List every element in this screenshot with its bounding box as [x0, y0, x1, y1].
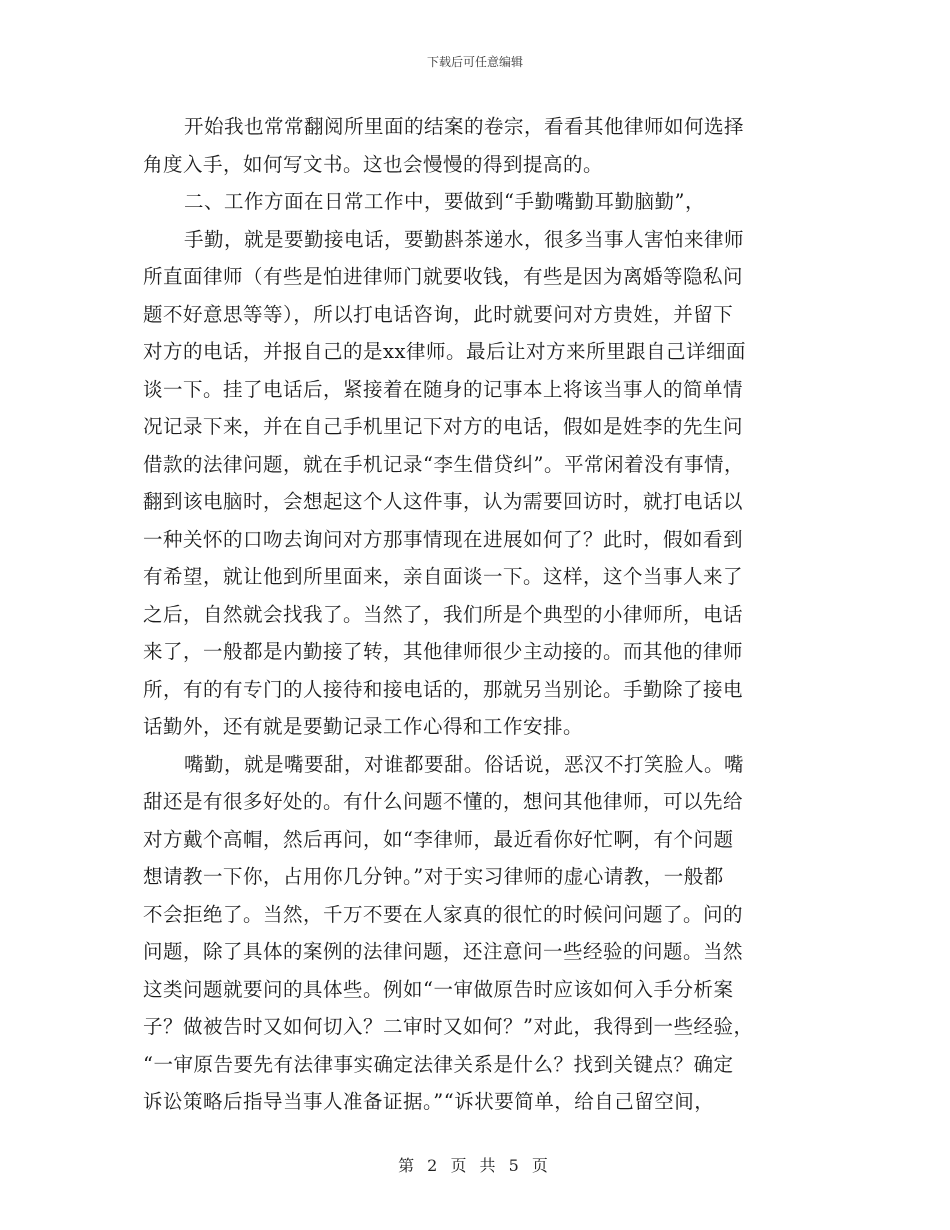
text-line: 诉讼策略后指导当事人准备证据。”“诉状要简单，给自己留空间， [143, 1090, 715, 1113]
text-line: 话勤外，还有就是要勤记录工作心得和工作安排。 [143, 715, 584, 738]
text-line: 对方的电话，并报自己的是xx律师。最后让对方来所里跟自己详细面 [143, 340, 746, 363]
text-line: 一种关怀的口吻去询问对方那事情现在进展如何了？此时，假如看到 [143, 527, 744, 551]
text-line: 来了，一般都是内勤接了转，其他律师很少主动接的。而其他的律师 [143, 640, 744, 663]
text-line: 这类问题就要问的具体些。例如“一审做原告时应该如何入手分析案 [143, 977, 734, 1001]
text-line: 二、工作方面在日常工作中，要做到“手勤嘴勤耳勤脑勤”， [184, 190, 705, 213]
body-text [143, 108, 807, 1121]
text-line: 角度入手，如何写文书。这也会慢慢的得到提高的。 [143, 152, 604, 176]
text-line: 子？做被告时又如何切入？二审时又如何？”对此，我得到一些经验， [143, 1015, 754, 1038]
text-line: 不会拒绝了。当然，千万不要在人家真的很忙的时候问问题了。问的 [143, 902, 744, 926]
text-line: 所直面律师（有些是怕进律师门就要收钱，有些是因为离婚等隐私问 [143, 265, 744, 288]
text-line: 况记录下来，并在自己手机里记下对方的电话，假如是姓李的先生问 [143, 415, 744, 438]
text-line: 谈一下。挂了电话后，紧接着在随身的记事本上将该当事人的简单情 [143, 377, 744, 401]
text-line: 开始我也常常翻阅所里面的结案的卷宗，看看其他律师如何选择 [184, 115, 745, 138]
text-line: 所，有的有专门的人接待和接电话的，那就另当别论。手勤除了接电 [143, 677, 744, 701]
text-line: 甜还是有很多好处的。有什么问题不懂的，想问其他律师，可以先给 [143, 790, 744, 813]
text-line: 手勤，就是要勤接电话，要勤斟茶递水，很多当事人害怕来律师 [184, 227, 745, 251]
text-line: 借款的法律问题，就在手机记录“李生借贷纠”。平常闲着没有事情， [143, 452, 744, 476]
text-line: 题不好意思等等），所以打电话咨询，此时就要问对方贵姓，并留下 [143, 302, 734, 326]
text-line: 翻到该电脑时，会想起这个人这件事，认为需要回访时，就打电话以 [143, 490, 744, 513]
text-line: 嘴勤，就是嘴要甜，对谁都要甜。俗话说，恶汉不打笑脸人。嘴 [184, 752, 745, 776]
text-line: “一审原告要先有法律事实确定法律关系是什么？找到关键点？确定 [143, 1052, 734, 1076]
text-line: 想请教一下你，占用你几分钟。”对于实习律师的虚心请教，一般都 [143, 865, 724, 888]
text-line: 之后，自然就会找我了。当然了，我们所是个典型的小律师所，电话 [143, 602, 744, 626]
text-line: 问题，除了具体的案例的法律问题，还注意问一些经验的问题。当然 [143, 940, 744, 963]
page-footer: 第 2 页 共 5 页 [398, 1156, 552, 1175]
page-header: 下载后可任意编辑 [426, 55, 523, 69]
text-line: 对方戴个高帽，然后再问，如“李律师，最近看你好忙啊，有个问题 [143, 827, 734, 851]
text-line: 有希望，就让他到所里面来，亲自面谈一下。这样，这个当事人来了 [143, 565, 744, 588]
